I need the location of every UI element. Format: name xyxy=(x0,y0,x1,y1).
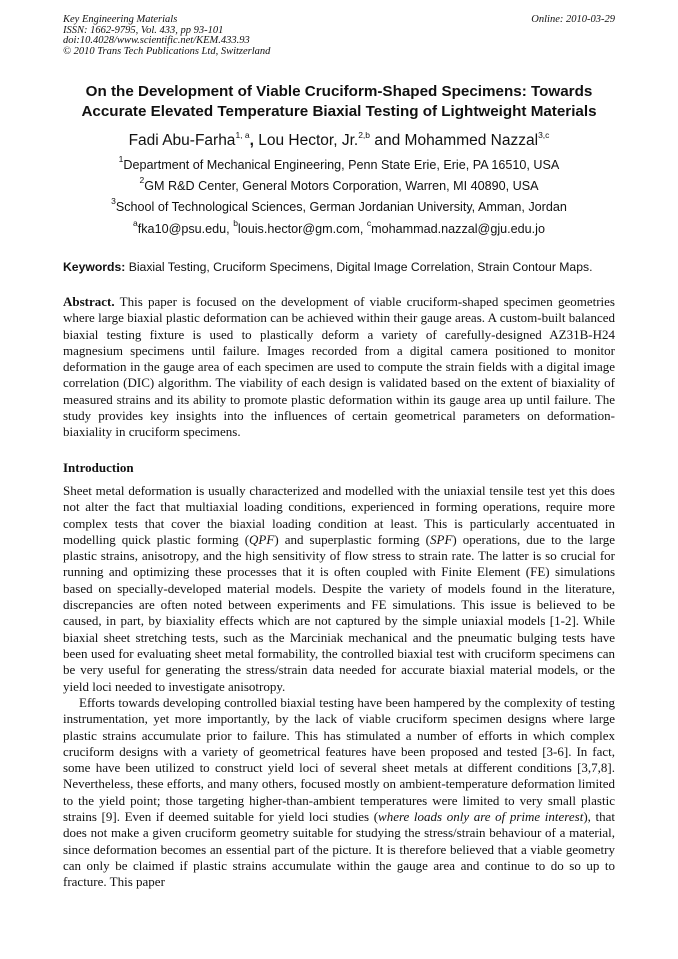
intro-p2-emphasis: where loads only are of prime interest xyxy=(378,809,584,825)
author-separator: , xyxy=(249,132,259,149)
intro-p2-part-b: ), that does not make a given cruciform geometry suitable for studying the stress/strain behaviour of a material, since deformation becomes an essential part of the picture. It is therefore believed that a viable geometry can only be claimed if plastic strains accumulate within the gauge area and continue to do so up to fracture. This paper xyxy=(63,809,616,890)
copyright-line: © 2010 Trans Tech Publications Ltd, Switzerland xyxy=(63,45,271,57)
introduction-heading: Introduction xyxy=(63,460,134,475)
author-and: and xyxy=(374,132,401,149)
email-2[interactable]: louis.hector@gm.com, xyxy=(237,222,367,236)
keywords-label: Keywords: xyxy=(63,260,126,274)
intro-p1-part-a: Sheet metal deformation is usually characterized and modelled with the uniaxial tensile test yet this does not alter the fact that multiaxial loading conditions, experienced in forming operations, require more complex tests that cover the biaxial loading condition at least. This is particularly accentuated in modelling quick plastic forming ( xyxy=(63,483,615,547)
affiliation-2 xyxy=(40,175,638,194)
journal-header xyxy=(63,15,615,57)
affiliation-3-text: School of Technological Sciences, German Jordanian University, Amman, Jordan xyxy=(115,200,567,214)
email-3[interactable]: mohammad.nazzal@gju.edu.jo xyxy=(371,222,545,236)
author-1-sup: 1, a xyxy=(235,130,250,140)
intro-paragraph-2 xyxy=(63,695,615,891)
spf-term: SPF xyxy=(430,531,453,547)
author-3-name: Mohammed Nazzal xyxy=(404,132,539,149)
affiliation-3 xyxy=(40,196,638,215)
email-3-sup: c xyxy=(366,218,372,228)
affiliation-2-text: GM R&D Center, General Motors Corporation, Warren, MI 40890, USA xyxy=(144,179,539,193)
affiliation-1-text: Department of Mechanical Engineering, Penn State Erie, Erie, PA 16510, USA xyxy=(123,158,560,172)
email-line xyxy=(40,218,638,237)
affiliation-3-sup: 3 xyxy=(111,196,116,206)
author-3-sup: 3,c xyxy=(538,130,550,140)
email-2-sup: b xyxy=(233,218,238,228)
online-date: Online: 2010-03-29 xyxy=(531,14,615,25)
title-line-1: On the Development of Viable Cruciform-Shaped Specimens: Towards xyxy=(85,83,593,100)
title-line-2: Accurate Elevated Temperature Biaxial Testing of Lightweight Materials xyxy=(81,103,597,120)
intro-p2-part-a: Efforts towards developing controlled biaxial testing have been hampered by the complexity of testing instrumentation, yet more importantly, by the lack of viable cruciform specimen designs where large plastic strains accumulate prior to failure. This has stimulated a number of efforts in which complex cruciform designs with a variety of geometrical features have been proposed and tested [3-6]. In fact, some have been utilized to construct yield loci of several sheet metals at different conditions [3,7,8]. Nevertheless, these efforts, and many others, focused mostly on ambient-temperature deformation limited to the yield point; those targeting higher-than-ambient temperatures were limited to very small plastic strains [9]. Even if deemed suitable for yield loci studies ( xyxy=(63,695,615,825)
email-1[interactable]: fka10@psu.edu, xyxy=(137,222,234,236)
journal-name: Key Engineering Materials xyxy=(63,14,178,25)
issn-line: ISSN: 1662-9795, Vol. 433, pp 93-101 xyxy=(63,24,224,36)
affiliation-1 xyxy=(40,154,638,173)
affiliation-1-sup: 1 xyxy=(118,154,124,164)
doi-line: doi:10.4028/www.scientific.net/KEM.433.93 xyxy=(63,35,250,46)
author-list xyxy=(40,131,638,151)
intro-paragraph-1 xyxy=(63,483,615,695)
abstract-label: Abstract. xyxy=(63,294,115,309)
author-1-name: Fadi Abu-Farha xyxy=(128,132,236,149)
email-1-sup: a xyxy=(133,218,138,228)
intro-p1-part-b: ) and superplastic forming ( xyxy=(274,531,430,547)
affiliation-2-sup: 2 xyxy=(139,175,145,185)
abstract-text: This paper is focused on the development of viable cruciform-shaped specimen geometries where large biaxial plastic deformation can be achieved within their gauge areas. A custom-built balanced biaxial testing fixture is used to plastically deform a variety of carefully-designed AZ31B-H24 magnesium specimens until failure. Images recorded from a digital camera positioned to monitor deformation in the gauge area of each specimen are used to compute the strain fields with a digital image correlation (DIC) algorithm. The viability of each design is validated based on the extent of biaxiality of measured strains and its ability to promote plastic deformation within its gauge area up until failure. The study provides key insights into the influences of certain geometrical parameters on deformation-biaxiality in cruciform specimens. xyxy=(63,294,615,440)
author-2-name: Lou Hector, Jr. xyxy=(258,132,359,149)
author-2-sup: 2,b xyxy=(358,130,371,140)
keywords-text: Biaxial Testing, Cruciform Specimens, Digital Image Correlation, Strain Contour Maps. xyxy=(125,260,593,274)
intro-p1-part-c: ) operations, due to the large plastic strains, anisotropy, and the high sensitivity of flow stress to strain rate. The latter is so crucial for running and optimizing these processes that it is often coupled with Finite Element (FE) simulations based on specially-developed material models. Despite the variety of models found in the literature, discrepancies are often noted between experiments and FE simulations. This issue is believed to be caused, in part, by biaxiality effects which are not captured by the simple uniaxial models [1-2]. While biaxial sheet stretching tests, such as the Marciniak mechanical and the pneumatic bulging tests have been used for evaluating sheet metal formability, the controlled biaxial test with cruciform specimens can be very useful for generating the stress/strain data needed for accurate biaxial material models, or the yield loci needed to investigate anisotropy. xyxy=(63,531,615,694)
keywords xyxy=(63,259,623,275)
abstract xyxy=(63,294,615,441)
qpf-term: QPF xyxy=(249,531,275,547)
paper-title xyxy=(50,82,628,122)
